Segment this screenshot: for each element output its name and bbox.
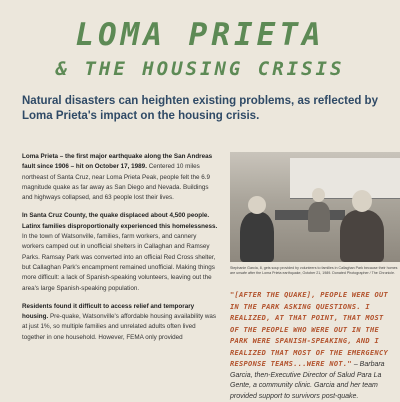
person-figure [308, 202, 330, 232]
quote-attribution: – Barbara Garcia, then-Executive Director of Salud Para La Gente, a community clinic. Garcia and her team provided support to survivors post-quake. [230, 361, 385, 400]
person-head [352, 190, 372, 212]
paragraph-1-rest: Centered 10 miles northeast of Santa Cruz, near Loma Prieta Peak, people felt the 6.9 magnitude quake as far away as San Diego and Nevada. Buildings and highways collapsed, and 63 people lost their lives. [22, 163, 210, 202]
quote-text: "[AFTER THE QUAKE], PEOPLE WERE OUT IN THE PARK ASKING QUESTIONS. I REALIZED, AT THAT POINT, THAT MOST OF THE PEOPLE WHO WERE OUT IN THE PARK WERE SPANISH-SPEAKING, AND I REALIZED THAT MOST OF THE EMERGENCY RESPONSE TEAMS...WERE NOT." [230, 291, 389, 368]
paragraph-3-rest: Pre-quake, Watsonville's affordable housing availability was at just 1%, so multiple families and unrelated adults often lived together in one household. However, FEMA only provided [22, 313, 217, 341]
person-figure [240, 212, 274, 262]
tent-shape [290, 158, 400, 199]
pull-quote [230, 290, 396, 402]
paragraph-3-lead: Residents found it difficult to access relief and temporary housing. [22, 302, 195, 321]
poster-subtitle: & THE HOUSING CRISIS [55, 58, 345, 80]
person-head [312, 188, 325, 202]
body-column [22, 152, 218, 351]
person-figure [340, 210, 384, 262]
poster-title: LOMA PRIETA [75, 17, 325, 53]
paragraph-3 [22, 302, 218, 343]
park-photo [230, 152, 400, 262]
photo-caption: Stephanie Garcia, 8, gets soup provided by volunteers to families in Callaghan Park because their homes are unsafe after the Loma Prieta earthquake, October 21, 1989. Donated Photographer / The Chronicle. [230, 266, 398, 275]
paragraph-2-lead: In Santa Cruz County, the quake displaced about 4,500 people. Latinx families disproportionally experienced this homelessness. [22, 212, 218, 230]
paragraph-1 [22, 152, 218, 203]
intro-text: Natural disasters can heighten existing problems, as reflected by Loma Prieta's impact on the housing crisis. [22, 95, 378, 122]
paragraph-2 [22, 211, 218, 293]
paragraph-1-lead: Loma Prieta – the first major earthquake along the San Andreas fault since 1906 – hit on October 17, 1989. [22, 153, 213, 171]
paragraph-2-rest: In the town of Watsonville, families, farm workers, and cannery workers camped out in unofficial shelters in Callaghan and Ramsey Parks. Ramsay Park was converted into an official Red Cross shelter, but Callaghan Park's encampment remained unofficial. Making things more difficult: a lack of Spanish-speaking volunteers, leaving out the area's large Spanish-speaking population. [22, 233, 216, 292]
person-head [248, 196, 266, 214]
